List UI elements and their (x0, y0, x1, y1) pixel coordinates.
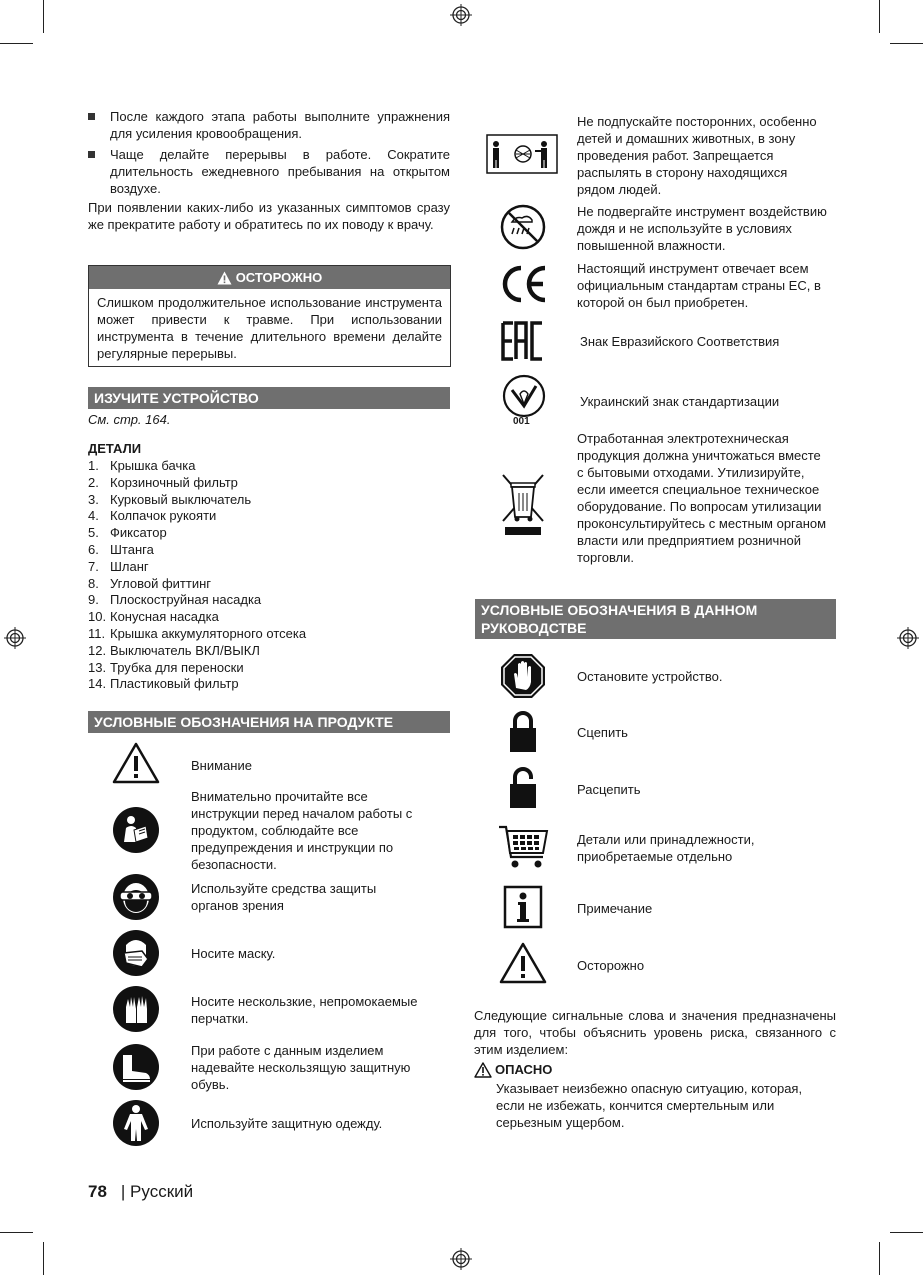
list-item: 1. Крышка бачка (88, 458, 196, 473)
symbol-text: Украинский знак стандартизации (580, 394, 780, 409)
gloves-icon (112, 985, 160, 1033)
section-heading-manual-symbols: УСЛОВНЫЕ ОБОЗНАЧЕНИЯ В ДАННОМ РУКОВОДСТВЕ (475, 599, 836, 639)
signal-words-paragraph: Следующие сигнальные слова и значения предназначены для того, чтобы объяснить уровень риска, связанного с этим изделием: (474, 1008, 836, 1057)
warning-icon (217, 271, 232, 285)
page-footer (88, 1182, 193, 1202)
no-rain-icon (500, 204, 546, 250)
symbol-text: Детали или принадлежности, приобретаемые отдельно (577, 832, 755, 864)
list-item: 6. Штанга (88, 541, 154, 557)
symbol-text: Примечание (577, 901, 653, 916)
symbol-text: Осторожно (577, 958, 645, 973)
symbol-text: Не подвергайте инструмент воздействию дождя и не используйте в условиях повышенной влажности. (577, 204, 827, 253)
symbol-text: Расцепить (577, 782, 641, 797)
page-number: 78 (88, 1182, 107, 1201)
info-icon (503, 885, 543, 929)
list-item: 5. Фиксатор (88, 525, 167, 541)
see-page-ref: См. стр. 164. (88, 412, 171, 427)
list-item: После каждого этапа работы выполните упражнения для усиления кровообращения. (88, 108, 450, 142)
symbol-text: Сцепить (577, 725, 628, 740)
protective-suit-icon (112, 1099, 160, 1147)
list-item: 9. Плоскоструйная насадка (88, 592, 262, 608)
footer-language: | Русский (120, 1182, 194, 1201)
registration-mark-icon (450, 4, 472, 26)
crop-mark (43, 1242, 44, 1275)
list-item: 14. Пластиковый фильтр (88, 676, 239, 692)
mask-icon (112, 929, 160, 977)
ce-mark-icon (499, 264, 549, 304)
keep-bystanders-away-icon (486, 134, 558, 174)
list-item: 10. Конусная насадка (88, 609, 219, 625)
symbol-text: Внимательно прочитайте все инструкции перед началом работы с продуктом, соблюдайте все предупреждения и инструкции по безопасности. (191, 789, 413, 872)
crop-mark (0, 43, 33, 44)
section-heading-product-symbols: УСЛОВНЫЕ ОБОЗНАЧЕНИЯ НА ПРОДУКТЕ (88, 711, 450, 733)
symbol-text: Носите маску. (191, 946, 276, 961)
list-item: 13. Трубка для переноски (88, 659, 244, 675)
read-manual-icon (112, 806, 160, 854)
boots-icon (112, 1043, 160, 1091)
parts-heading: ДЕТАЛИ (88, 441, 142, 456)
weee-bin-icon (499, 471, 547, 537)
symbol-text: Используйте средства защиты органов зрения (191, 881, 377, 913)
eac-mark-icon (501, 321, 545, 361)
bullet-list (88, 108, 450, 201)
crop-mark (879, 1242, 880, 1275)
danger-heading (474, 1061, 552, 1078)
symbol-text: При работе с данным изделием надевайте нескользящую защитную обувь. (191, 1043, 411, 1092)
symptoms-paragraph: При появлении каких-либо из указанных симптомов сразу же прекратите работу и обратитесь по их поводу к врачу. (88, 200, 450, 232)
symbol-text: Знак Евразийского Соответствия (580, 334, 780, 349)
crop-mark (890, 1232, 923, 1233)
caution-box-body: Слишком продолжительное использование инструмента может привести к травме. При использовании инструмента в течение длительного времени делайте регулярные перерывы. (97, 295, 442, 361)
crop-mark (0, 1232, 33, 1233)
registration-mark-icon (450, 1248, 472, 1270)
lock-icon (508, 710, 538, 754)
registration-mark-icon (4, 627, 26, 649)
list-item: 3. Курковый выключатель (88, 491, 252, 507)
warning-triangle-icon (112, 741, 160, 785)
registration-mark-icon (897, 627, 919, 649)
list-item: 7. Шланг (88, 558, 149, 574)
section-heading-know-device: ИЗУЧИТЕ УСТРОЙСТВО (88, 387, 450, 409)
ukraine-standard-icon (502, 374, 546, 418)
caution-triangle-icon (499, 941, 547, 985)
caution-box (88, 265, 451, 367)
shopping-cart-icon (497, 823, 549, 871)
symbol-text: Настоящий инструмент отвечает всем официальным стандартам страны ЕС, в которой он был приобретен. (577, 261, 821, 310)
symbol-text: Используйте защитную одежду. (191, 1116, 383, 1131)
crop-mark (43, 0, 44, 33)
caution-box-header (89, 266, 450, 289)
stop-hand-icon (499, 652, 547, 700)
list-item: 11. Крышка аккумуляторного отсека (88, 625, 307, 641)
symbol-text: Остановите устройство. (577, 669, 723, 684)
symbol-text: Отработанная электротехническая продукция должна уничтожаться вместе с бытовыми отходами. Утилизируйте, если имеется специальное техническое оборудование. По вопросам утилизации проконсультируйтесь с местным органом власти или предприятием розничной торговли. (577, 431, 827, 565)
symbol-text: Не подпускайте посторонних, особенно детей и домашних животных, в зону проведения работ. Запрещается распылять в сторону находящихся рядом людей. (577, 114, 817, 197)
list-item: 4. Колпачок рукояти (88, 508, 217, 524)
crop-mark (890, 43, 923, 44)
list-item: 2. Корзиночный фильтр (88, 474, 238, 490)
danger-text: Указывает неизбежно опасную ситуацию, которая, если не избежать, кончится смертельным или серьезным ущербом. (496, 1081, 803, 1130)
caution-box-title: ОСТОРОЖНО (235, 270, 323, 285)
crop-mark (879, 0, 880, 33)
eye-protection-icon (112, 873, 160, 921)
unlock-icon (508, 766, 538, 810)
list-item: Чаще делайте перерывы в работе. Сократите длительность ежедневного пребывания на открытом воздухе. (88, 146, 450, 197)
danger-triangle-icon (474, 1062, 492, 1078)
symbol-text: Носите нескользкие, непромокаемые перчатки. (191, 994, 418, 1026)
list-item: 8. Угловой фиттинг (88, 575, 212, 591)
ukraine-mark-code: 001 (513, 416, 530, 427)
parts-list (88, 458, 306, 693)
danger-title: ОПАСНО (495, 1062, 553, 1077)
symbol-text: Внимание (191, 758, 252, 773)
list-item: 12. Выключатель ВКЛ/ВЫКЛ (88, 642, 260, 658)
